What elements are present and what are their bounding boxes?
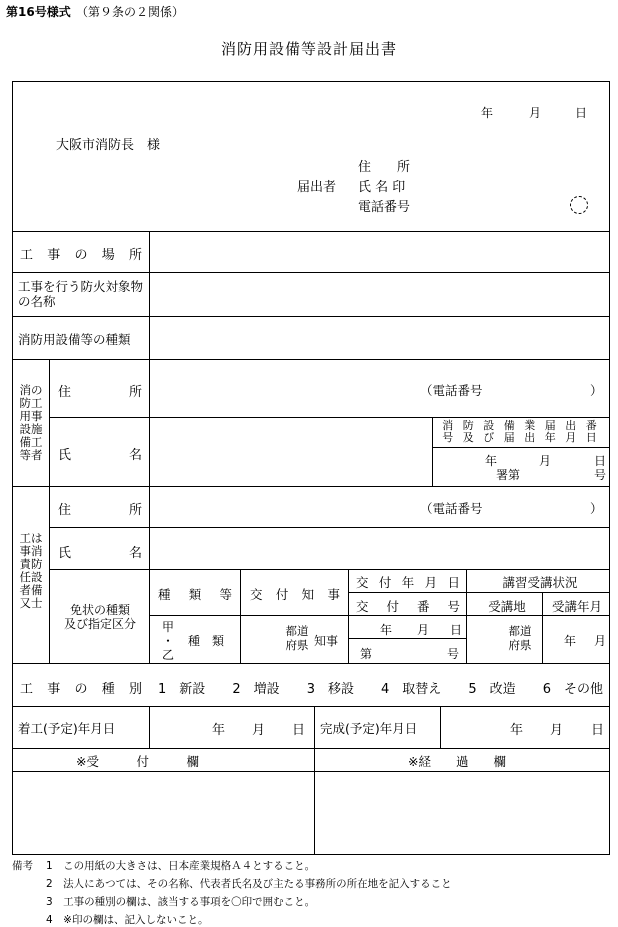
date-year-label: 年 [481,106,494,120]
work-type-option[interactable]: 2 増設 [232,682,280,697]
training-month: 月 [594,634,607,648]
form-number: 第16号様式 [6,5,71,19]
start-month: 月 [252,723,266,738]
applicant-name-label: 氏 名 印 [358,180,406,195]
applicant-address-label: 住 所 [358,160,411,175]
contractor-phone-close: ） [590,383,603,398]
engineer-phone-label: （電話番号 [420,501,483,516]
work-type-option[interactable]: 5 改造 [468,682,516,697]
registration-day: 日 [594,454,607,468]
contractor-name-label: 氏 名 [58,448,142,463]
col-training-header: 講習受講状況 [502,575,578,590]
progress-column-header: ※経 過 欄 [408,754,506,769]
form-reference: （第９条の２関係） [76,5,185,19]
equipment-type-label: 消防用設備等の種類 [18,332,131,347]
work-type-option[interactable]: 1 新設 [158,682,206,697]
complete-month: 月 [550,723,564,738]
col-issue-number-header: 交 付 番 号 [356,599,460,614]
issue-number-prefix: 第 [360,647,373,661]
kind-suffix: 種 類 [188,634,225,648]
registration-month: 月 [539,454,552,468]
col-training-date-header: 受講年月 [551,599,602,614]
addressee: 大阪市消防長 様 [56,138,161,153]
construction-place-label: 工 事 の 場 所 [20,248,142,263]
date-day-label: 日 [575,106,588,120]
col-kind-header: 種 類 等 [158,587,232,602]
start-year: 年 [212,723,226,738]
col-training-place-header: 受講地 [488,599,526,614]
note-item: 4 ※印の欄は、記入しないこと。 [46,914,209,926]
reception-column-header: ※受 付 欄 [76,754,199,769]
engineer-phone-close: ） [590,501,603,516]
registration-number: 号 [594,468,607,482]
complete-date-label: 完成(予定)年月日 [320,721,418,736]
training-prefecture: 都道 府県 [508,624,532,652]
date-month-label: 月 [529,106,542,120]
contractor-address-label: 住 所 [58,385,142,400]
engineer-section-label: 工は 事消 責防 任設 者備 又士 [19,531,43,610]
issuer-prefecture: 都道 府県 [285,624,309,652]
training-year: 年 [564,634,577,648]
kind-b: 乙 [162,648,175,662]
registration-year: 年 [485,454,498,468]
complete-year: 年 [510,723,524,738]
kind-dot: ・ [162,634,175,648]
applicant-group-label: 届出者 [297,180,337,195]
engineer-name-label: 氏 名 [58,546,142,561]
start-day: 日 [292,723,306,738]
work-type-option[interactable]: 4 取替え [381,682,442,697]
start-date-label: 着工(予定)年月日 [18,721,116,736]
work-type-option[interactable]: 6 その他 [542,682,603,697]
col-issuer-header: 交 付 知 事 [250,587,340,602]
registration-office: 署第 [496,468,521,482]
work-type-label: 工 事 の 種 別 [20,682,142,697]
page-title: 消防用設備等設計届出書 [220,40,397,58]
kind-a: 甲 [162,620,175,634]
issue-number-suffix: 号 [447,647,460,661]
issue-month: 月 [417,623,430,637]
work-type-options [158,678,603,697]
complete-day: 日 [591,723,605,738]
registration-label: 消 防 設 備 業 届 出 番 号 及 び 届 出 年 月 日 [442,419,600,444]
engineer-address-label: 住 所 [58,503,142,518]
contractor-phone-label: （電話番号 [420,383,483,398]
note-item: 2 法人にあつては、その名称、代表者氏名及び主たる事務所の所在地を記入すること [46,878,452,890]
col-issue-date-header: 交 付 年 月 日 [356,575,460,590]
target-name-label: 工事を行う防火対象物の名称 [18,279,144,309]
notes-label: 備考 [12,860,33,872]
form-frame [12,81,610,855]
note-item: 1 この用紙の大きさは、日本産業規格Ａ４とすること。 [46,860,316,872]
note-item: 3 工事の種別の欄は、該当する事項を〇印で囲むこと。 [46,896,316,908]
issuer-governor: 知事 [314,634,339,648]
seal-circle [570,196,588,214]
issue-year: 年 [380,623,393,637]
contractor-section-label: 消の 防工 用事 設施 備工 等者 [19,383,43,462]
applicant-phone-label: 電話番号 [358,200,411,215]
issue-day: 日 [450,623,463,637]
work-type-option[interactable]: 3 移設 [306,682,354,697]
license-label: 免状の種類 及び指定区分 [63,603,136,631]
